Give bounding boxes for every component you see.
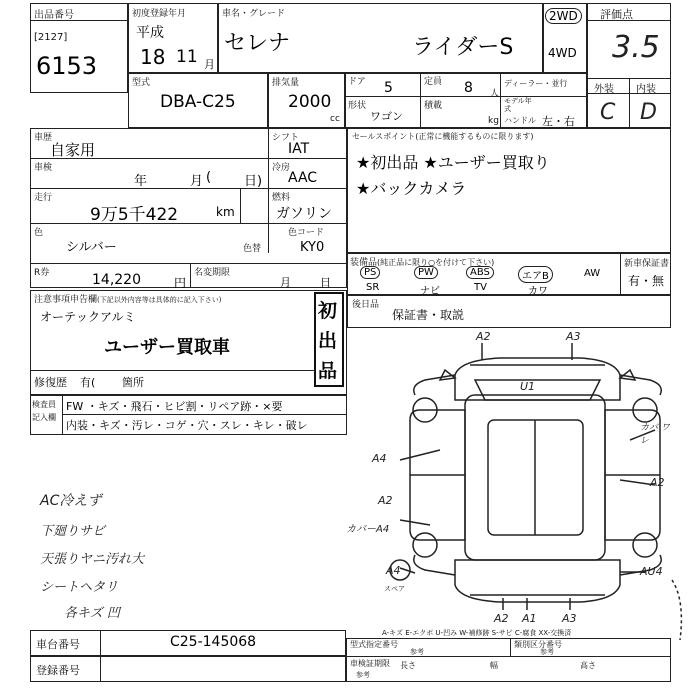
- inspector-row1: FW ・キズ・飛石・ヒビ割・リペア跡・×要: [66, 400, 283, 413]
- exterior-label: 外装: [594, 84, 614, 95]
- inspection-label: 車検: [34, 163, 53, 173]
- capacity-unit: 人: [490, 89, 500, 99]
- handwritten-note-2: 下廻りサビ: [40, 524, 106, 539]
- stamp-char-1: 初: [318, 300, 338, 322]
- model-year-label: モデル年式: [504, 97, 532, 113]
- handwritten-note-3: 天張りヤニ汚れ大: [40, 552, 145, 567]
- sales-points-label: セールスポイント(正常に機能するものに限ります): [352, 132, 534, 141]
- damage-code-a2-right: A2: [650, 476, 665, 489]
- drive-4wd: 4WD: [548, 46, 577, 60]
- fuel-label: 燃料: [272, 193, 291, 203]
- exterior-grade: C: [600, 100, 616, 125]
- shift-label: シフト: [272, 133, 300, 143]
- damage-legend: A-キズ E-エクボ U-凹み W-補修跡 S-サビ C-腐食 XX-交換済: [382, 629, 572, 637]
- sales-point-line2: ★バックカメラ: [356, 179, 467, 198]
- inspection-month: 月: [190, 174, 204, 189]
- chassis-label: 車台番号: [36, 638, 80, 651]
- length-label: 長さ: [400, 661, 416, 670]
- interior-grade: D: [640, 100, 657, 125]
- load-label: 積載: [424, 101, 443, 111]
- notes-label: 注意事項申告欄(下記以外内容等は具体的に記入下さい): [34, 295, 222, 305]
- damage-code-a2-front: A2: [476, 330, 491, 343]
- equip-pw: PW: [414, 266, 438, 279]
- deadline-label: 名変期限: [194, 268, 231, 278]
- color-value: シルバー: [66, 240, 117, 255]
- displacement-label: 排気量: [272, 78, 300, 88]
- doors-value: 5: [384, 80, 393, 96]
- color-code: KY0: [300, 240, 325, 255]
- class-number-label: 類別区分番号: [514, 640, 562, 649]
- history-label: 車歴: [34, 133, 53, 143]
- first-reg-year: 18: [140, 45, 166, 69]
- history-value: 自家用: [50, 141, 96, 159]
- notes-line1: オーテックアルミ: [40, 310, 136, 324]
- chassis-value: C25-145068: [170, 634, 257, 650]
- color-code-label: 色コード: [288, 228, 325, 238]
- recycle-unit: 円: [174, 276, 187, 290]
- damage-code-a4-left: A4: [372, 452, 387, 465]
- first-reg-era: 平成: [136, 25, 164, 41]
- diagram-note-cover-crack: カバ ワレ: [640, 423, 670, 446]
- dealer-label: ディーラー・並行: [504, 79, 568, 88]
- stamp-char-3: 品: [318, 360, 338, 382]
- recycle-label: R券: [34, 268, 50, 278]
- later-value: 保証書・取説: [392, 308, 465, 322]
- handle-value: 左・右: [542, 115, 575, 128]
- equip-ps: PS: [360, 266, 380, 279]
- displacement-value: 2000: [288, 92, 332, 112]
- damage-code-a1-rear: A1: [522, 612, 537, 625]
- stamp-char-2: 出: [318, 330, 338, 352]
- lot-label: 出品番号: [34, 10, 74, 21]
- recycle-value: 14,220: [92, 272, 141, 288]
- body-type-value: ワゴン: [370, 110, 403, 123]
- expiry-label: 車検証期限: [350, 659, 390, 668]
- handwritten-note-4: シートヘタリ: [40, 580, 119, 595]
- equip-abs: ABS: [466, 266, 494, 279]
- car-grade: ライダーS: [412, 35, 514, 60]
- equipment-label: 装備品(純正品に限り○を付けて下さい): [350, 258, 495, 268]
- deadline-month: 月: [280, 276, 291, 289]
- rating-score: 3.5: [612, 30, 660, 65]
- equip-aw: AW: [584, 268, 601, 279]
- width-label: 幅: [490, 661, 498, 670]
- body-type-label: 形状: [348, 101, 367, 111]
- capacity-label: 定員: [424, 77, 443, 87]
- sales-point-line1: ★初出品 ★ユーザー買取り: [356, 153, 550, 172]
- lot-sub: [2127]: [34, 32, 68, 43]
- damage-code-a3-rear: A3: [562, 612, 577, 625]
- doors-label: ドア: [348, 77, 366, 87]
- warranty-value: 有・無: [628, 274, 665, 288]
- color-label: 色: [34, 228, 44, 238]
- repair-label: 修復歴: [34, 376, 67, 389]
- warranty-label: 新車保証書: [624, 259, 670, 269]
- rating-label: 評価点: [600, 8, 633, 21]
- first-reg-label: 初度登録年月: [132, 9, 187, 19]
- ac-value: AAC: [288, 170, 318, 186]
- car-name: セレナ: [224, 31, 291, 56]
- load-unit: kg: [488, 116, 499, 126]
- car-name-label: 車名・グレード: [222, 9, 286, 19]
- capacity-value: 8: [464, 80, 473, 96]
- reg-number-label: 登録番号: [36, 664, 80, 677]
- handle-label: ハンドル: [504, 116, 536, 125]
- handwritten-note-1: AC冷えず: [40, 493, 102, 509]
- expiry-ref: 参考: [356, 671, 370, 679]
- inspection-paren: (: [206, 170, 212, 185]
- mileage-label: 走行: [34, 193, 53, 203]
- interior-label: 内装: [636, 84, 656, 95]
- displacement-unit: cc: [330, 114, 340, 124]
- repair-value: 有(: [80, 376, 96, 389]
- first-reg-month: 11: [176, 47, 198, 67]
- repair-close: 箇所: [122, 376, 144, 389]
- lot-number: 6153: [36, 52, 98, 80]
- damage-code-a4-rear-left: A4: [386, 564, 401, 577]
- equip-airbag: エアB: [518, 266, 553, 283]
- damage-code-a2-rear: A2: [494, 612, 509, 625]
- model-label: 型式: [132, 78, 151, 88]
- shift-value: IAT: [288, 141, 310, 157]
- deadline-day: 日: [320, 276, 331, 289]
- color-change-label: 色替: [243, 244, 262, 254]
- diagram-note-spare: スペア: [384, 585, 405, 593]
- height-label: 高さ: [580, 661, 596, 670]
- mileage-unit: km: [216, 205, 235, 219]
- ac-label: 冷房: [272, 163, 291, 173]
- damage-code-u1: U1: [520, 380, 536, 393]
- equip-sr: SR: [366, 282, 380, 293]
- fuel-value: ガソリン: [276, 206, 332, 222]
- class-number-ref: 参考: [540, 648, 554, 656]
- damage-code-a2-left: A2: [378, 494, 393, 507]
- model-value: DBA-C25: [160, 92, 236, 112]
- diagram-note-cover-a4: カバーA4: [346, 524, 390, 535]
- equip-tv: TV: [474, 282, 487, 293]
- notes-line2: ユーザー買取車: [104, 337, 230, 358]
- later-label: 後日品: [352, 300, 380, 310]
- model-number-ref: 参考: [410, 648, 424, 656]
- damage-code-au4: AU4: [640, 565, 663, 578]
- first-reg-month-unit: 月: [204, 58, 215, 71]
- damage-code-a3-front: A3: [566, 330, 581, 343]
- inspector-row2: 内装・キズ・汚レ・コゲ・穴・スレ・キレ・破レ: [66, 419, 308, 432]
- handwritten-note-5: 各キズ 凹: [64, 606, 120, 621]
- inspection-day: 日): [244, 174, 263, 189]
- inspection-year: 年: [134, 174, 148, 189]
- equip-navi: ナビ: [420, 286, 440, 297]
- equip-leather: カワ: [528, 286, 548, 297]
- model-number-label: 型式指定番号: [350, 640, 398, 649]
- mileage-value: 9万5千422: [90, 205, 179, 225]
- inspector-label: 検査員記入欄: [32, 400, 56, 422]
- drive-2wd: 2WD: [545, 8, 582, 24]
